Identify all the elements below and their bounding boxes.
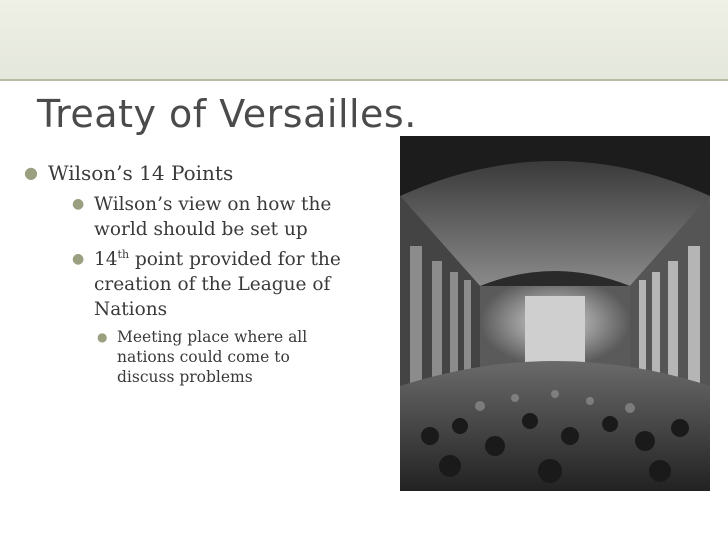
point-suffix: th: [117, 247, 130, 261]
bullet-text: Meeting place where all nations could come to discuss problems: [117, 328, 308, 386]
bullet-icon: ●: [72, 196, 85, 212]
sub-bullet-view: [70, 192, 364, 242]
bullet-text: Wilson’s view on how the world should be set up: [94, 194, 332, 240]
point-number: 14: [94, 249, 118, 270]
sub-bullet-fourteenth-point: [70, 247, 364, 322]
sub-sub-bullet-meeting: [93, 327, 347, 387]
header-divider: [0, 79, 728, 81]
bullet-wilsons-points: [18, 160, 388, 186]
bullet-text: Wilson’s 14 Points: [48, 161, 234, 185]
bullet-list: [18, 160, 388, 387]
bullet-icon: ●: [24, 163, 38, 182]
bullet-icon: ●: [72, 251, 85, 267]
hall-of-mirrors-photo: [400, 136, 710, 491]
bullet-icon: ●: [97, 330, 108, 344]
slide-title: Treaty of Versailles.: [37, 92, 417, 136]
header-band: [0, 0, 728, 79]
bullet-text: point provided for the creation of the League of Nations: [94, 249, 341, 320]
